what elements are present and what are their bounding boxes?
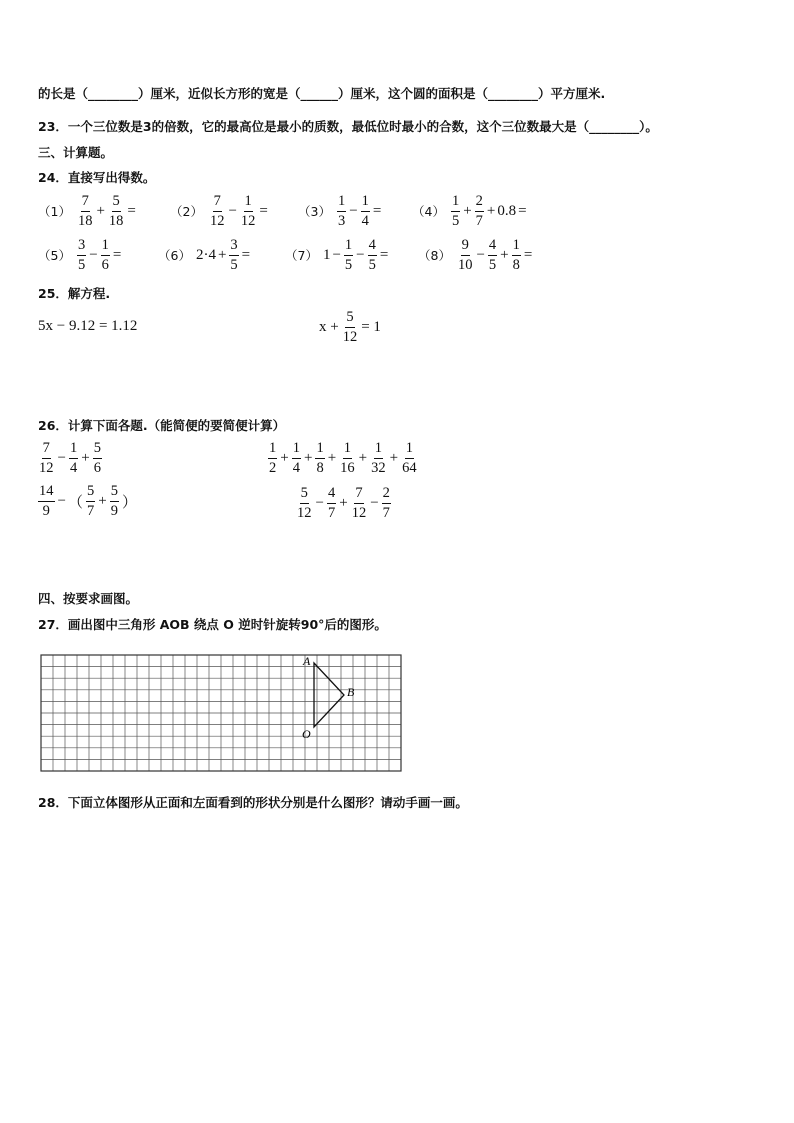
fraction: $\frac{5}{6}$ xyxy=(93,440,101,476)
problem-label: （7） xyxy=(285,248,318,263)
point-a-label: A xyxy=(303,654,311,668)
fraction: $\frac{14}{9}$ xyxy=(39,483,54,519)
fraction: $\frac{1}{2}$ xyxy=(269,440,277,476)
problem-label: （6） xyxy=(158,248,191,263)
fraction: $\frac{1}{32}$ xyxy=(371,440,386,476)
q24-problem-3: （3） $\frac{1}{3}$ − $\frac{1}{4}$ = xyxy=(298,193,382,229)
fraction: $\frac{3}{5}$ xyxy=(230,237,238,273)
q24-problem-7: （7） 1 − $\frac{1}{5}$ − $\frac{4}{5}$ = xyxy=(285,237,389,273)
fraction: $\frac{5}{7}$ xyxy=(86,483,95,519)
fraction: $\frac{1}{12}$ xyxy=(240,193,256,229)
q24-problem-6: （6） 2·4 + $\frac{3}{5}$ = xyxy=(158,237,251,273)
point-o-label: O xyxy=(302,727,311,741)
q26-expression-1: $\frac{7}{12}$ − $\frac{1}{4}$ + $\frac{5}{6}$ xyxy=(39,440,101,476)
q25-title: 25．解方程. xyxy=(38,286,111,301)
q23-text: 23．一个三位数是3的倍数，它的最高位是最小的质数，最低位时最小的合数，这个三位数最大是（________）。 xyxy=(38,119,658,134)
q26-expression-3: $\frac{14}{9}$ − （ $\frac{5}{7}$ + $\frac{5}{9}$ ） xyxy=(39,483,137,519)
q26-title: 26．计算下面各题.（能简便的要简便计算） xyxy=(38,418,286,433)
fraction: $\frac{2}{7}$ xyxy=(382,485,390,521)
point-b-label: B xyxy=(347,685,355,699)
fraction: $\frac{1}{8}$ xyxy=(316,440,324,476)
fraction: $\frac{1}{6}$ xyxy=(101,237,109,273)
q25-equation-1: 5x − 9.12 = 1.12 xyxy=(38,318,138,334)
fraction: $\frac{1}{16}$ xyxy=(340,440,355,476)
fraction: $\frac{5}{18}$ xyxy=(108,193,124,229)
q22-tail-text: 的长是（________）厘米，近似长方形的宽是（______）厘米，这个圆的面积是（________）平方厘米. xyxy=(38,86,606,101)
fraction: $\frac{1}{4}$ xyxy=(361,193,369,229)
q24-problem-1: （1） $\frac{7}{18}$ + $\frac{5}{18}$ = xyxy=(38,193,136,229)
q27-text: 27．画出图中三角形 AOB 绕点 O 逆时针旋转90°后的图形。 xyxy=(38,617,387,632)
section-4-heading: 四、按要求画图。 xyxy=(38,591,139,606)
fraction: $\frac{4}{5}$ xyxy=(368,237,376,273)
fraction: $\frac{5}{12}$ xyxy=(342,309,358,345)
fraction: $\frac{1}{4}$ xyxy=(292,440,300,476)
grid-lines xyxy=(41,655,401,771)
q26-expression-4: $\frac{5}{12}$ − $\frac{4}{7}$ + $\frac{7}{12}$ − $\frac{2}{7}$ xyxy=(297,485,390,521)
fraction: $\frac{1}{3}$ xyxy=(337,193,346,229)
fraction: $\frac{9}{10}$ xyxy=(457,237,473,273)
fraction: $\frac{3}{5}$ xyxy=(77,237,86,273)
problem-label: （3） xyxy=(298,204,331,219)
fraction: $\frac{7}{12}$ xyxy=(351,485,367,521)
fraction: $\frac{2}{7}$ xyxy=(475,193,483,229)
fraction: $\frac{7}{12}$ xyxy=(209,193,225,229)
fraction: $\frac{4}{7}$ xyxy=(327,485,336,521)
fraction: $\frac{5}{9}$ xyxy=(110,483,118,519)
q26-expression-2: $\frac{1}{2}$ + $\frac{1}{4}$ + $\frac{1}{8}$ + $\frac{1}{16}$ + $\frac{1}{32}$ + $\frac{1}{64}$ xyxy=(269,440,417,476)
problem-label: （8） xyxy=(418,248,451,263)
fraction: $\frac{1}{5}$ xyxy=(344,237,353,273)
fraction: $\frac{1}{8}$ xyxy=(512,237,520,273)
q24-problem-5: （5） $\frac{3}{5}$ − $\frac{1}{6}$ = xyxy=(38,237,122,273)
fraction: $\frac{1}{4}$ xyxy=(69,440,78,476)
section-3-heading: 三、计算题。 xyxy=(38,145,114,160)
problem-label: （5） xyxy=(38,248,71,263)
fraction: $\frac{1}{64}$ xyxy=(402,440,417,476)
fraction: $\frac{4}{5}$ xyxy=(488,237,497,273)
q24-problem-8: （8） $\frac{9}{10}$ − $\frac{4}{5}$ + $\frac{1}{8}$ = xyxy=(418,237,533,273)
q24-problem-2: （2） $\frac{7}{12}$ − $\frac{1}{12}$ = xyxy=(170,193,268,229)
q25-equation-2: x + $\frac{5}{12}$ = 1 xyxy=(319,309,381,345)
fraction: $\frac{7}{12}$ xyxy=(39,440,54,476)
q27-grid-figure xyxy=(38,652,404,774)
problem-label: （4） xyxy=(412,204,445,219)
q24-title: 24．直接写出得数。 xyxy=(38,170,156,185)
fraction: $\frac{7}{18}$ xyxy=(77,193,93,229)
fraction: $\frac{1}{5}$ xyxy=(451,193,460,229)
q28-text: 28．下面立体图形从正面和左面看到的形状分别是什么图形？请动手画一画。 xyxy=(38,795,468,810)
fraction: $\frac{5}{12}$ xyxy=(297,485,312,521)
q24-problem-4: （4） $\frac{1}{5}$ + $\frac{2}{7}$ + 0.8 = xyxy=(412,193,527,229)
problem-label: （2） xyxy=(170,204,203,219)
problem-label: （1） xyxy=(38,204,71,219)
